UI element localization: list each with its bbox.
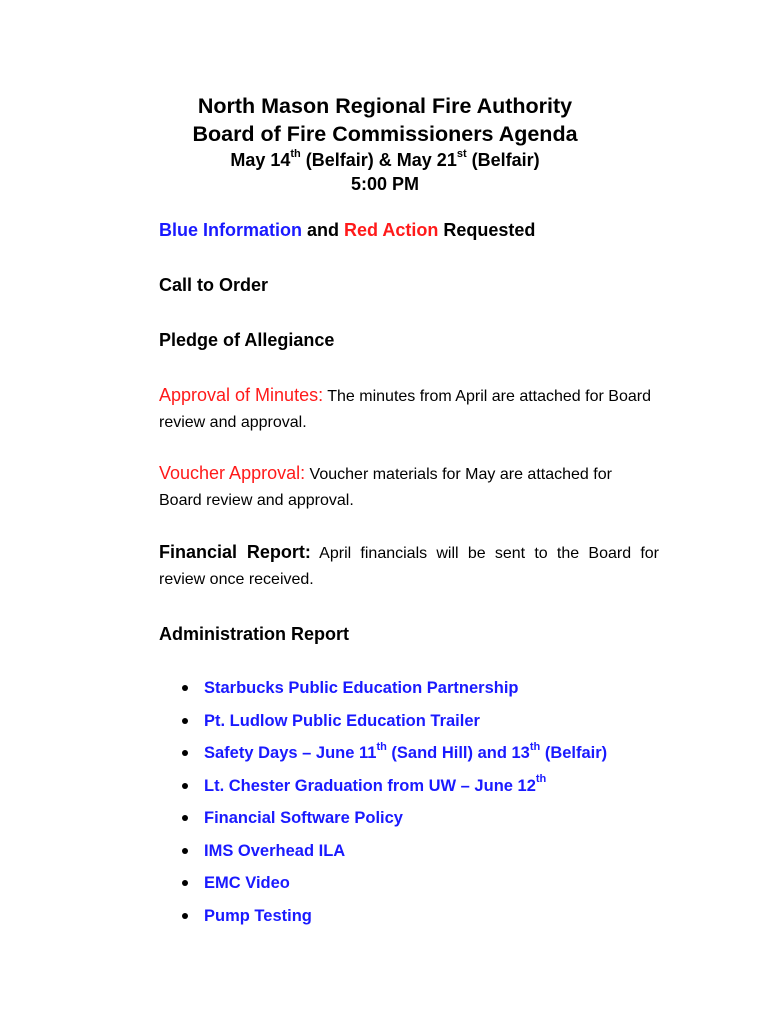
agenda-title: North Mason Regional Fire Authority (197, 94, 573, 118)
bullet-icon (182, 685, 188, 691)
bullet-icon (182, 750, 188, 756)
list-item (180, 839, 680, 872)
call-to-order: Call to Order (159, 275, 269, 295)
list-item-text-a: Lt. Chester Graduation from UW – June 12 (204, 776, 536, 795)
date-part-2: (Belfair) & May 21 (300, 150, 457, 170)
list-item-sup-b: th (529, 740, 541, 753)
admin-report-list (180, 676, 680, 936)
list-item-text-c: (Belfair) (540, 744, 608, 762)
bullet-icon (182, 718, 188, 724)
list-item (180, 676, 680, 709)
date-part-1: May 14 (230, 150, 291, 170)
approval-of-minutes (159, 383, 659, 435)
minutes-text: The minutes from April are attached for Board review and approval. (159, 388, 651, 431)
list-item-text-b: (Sand Hill) and 13 (386, 744, 530, 762)
pledge-of-allegiance: Pledge of Allegiance (159, 330, 335, 350)
legend-and: and (302, 220, 345, 240)
date-sup-2: st (456, 148, 467, 160)
list-item-text: Pump Testing (204, 906, 312, 925)
list-item (180, 904, 680, 937)
list-item (180, 709, 680, 742)
list-item-text: Financial Software Policy (204, 809, 403, 827)
list-item (180, 871, 680, 904)
bullet-icon (182, 815, 188, 821)
financial-report (159, 540, 659, 592)
bullet-icon (182, 913, 188, 919)
list-item-text: IMS Overhead ILA (204, 841, 346, 860)
administration-report: Administration Report (159, 624, 350, 644)
color-legend (159, 218, 659, 242)
financial-text: April financials will be sent to the Board for review once received. (159, 545, 660, 588)
financial-label: Financial Report: (159, 542, 311, 562)
bullet-icon (182, 783, 188, 789)
voucher-label: Voucher Approval: (159, 463, 306, 483)
voucher-text: Voucher materials for May are attached for Board review and approval. (159, 466, 612, 509)
agenda-subtitle: Board of Fire Commissioners Agenda (192, 122, 578, 146)
minutes-label: Approval of Minutes: (159, 385, 324, 405)
voucher-approval (159, 461, 659, 513)
list-item-sup-a: th (376, 740, 387, 753)
date-part-3: (Belfair) (466, 150, 540, 170)
list-item-text: EMC Video (204, 874, 290, 892)
meeting-time: 5:00 PM (350, 174, 420, 194)
list-item-text: Pt. Ludlow Public Education Trailer (204, 711, 480, 730)
list-item (180, 806, 680, 839)
legend-action: Red Action (344, 220, 439, 240)
meeting-dates (0, 148, 770, 172)
list-item (180, 774, 680, 807)
list-item (180, 741, 680, 774)
date-sup-1: th (290, 148, 301, 160)
bullet-icon (182, 880, 188, 886)
list-item-text: Starbucks Public Education Partnership (204, 679, 519, 697)
legend-requested: Requested (438, 220, 536, 240)
list-item-text-a: Safety Days – June 11 (204, 744, 377, 762)
legend-information: Blue Information (159, 220, 302, 240)
list-item-sup-a: th (535, 773, 547, 785)
bullet-icon (182, 848, 188, 854)
